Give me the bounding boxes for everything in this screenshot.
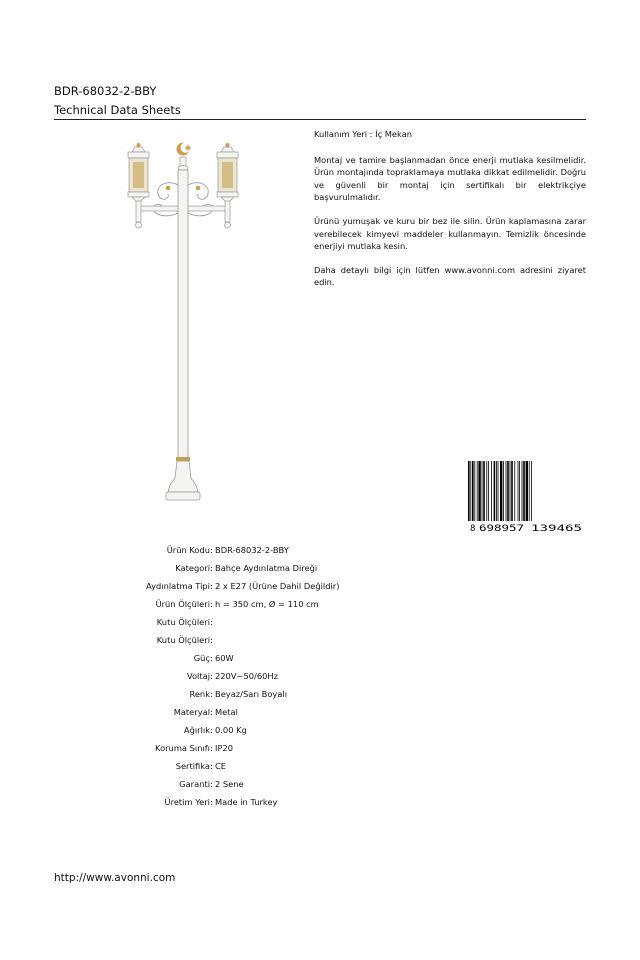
info-note: Daha detaylı bilgi için lütfen www.avonni.com adresini ziyaret edin. — [314, 264, 586, 288]
barcode-bar — [507, 461, 509, 521]
usage-location: Kullanım Yeri : İç Mekan — [314, 129, 413, 139]
spec-row: Kategori : Bahçe Aydınlatma Direği — [175, 563, 318, 573]
document-title: Technical Data Sheets — [54, 103, 181, 117]
barcode-digits-right: 139465 — [531, 524, 582, 533]
spec-label: Kutu Ölçüleri — [156, 635, 210, 645]
right-lantern — [217, 143, 238, 201]
spec-row: Garanti : 2 Sene — [179, 779, 244, 789]
spec-row: Koruma Sınıfı : IP20 — [155, 743, 234, 753]
spec-label: Kutu Ölçüleri — [156, 617, 210, 627]
spec-value: 60W — [215, 653, 234, 663]
barcode-bar — [472, 461, 474, 521]
barcode-bar — [494, 461, 496, 521]
barcode — [466, 461, 586, 533]
barcode-bar — [483, 461, 485, 521]
spec-label: Ağırlık — [183, 725, 210, 735]
spec-value: 0.00 Kg — [215, 725, 247, 735]
spec-value: 2 x E27 (Ürüne Dahil Değildir) — [215, 581, 340, 591]
barcode-bar — [529, 461, 530, 521]
spec-label: Garanti — [179, 779, 210, 789]
usage-notes — [314, 128, 586, 300]
barcode-bar — [511, 461, 513, 521]
barcode-bar — [468, 461, 470, 521]
spec-label: Materyal — [173, 707, 210, 717]
barcode-bar — [491, 461, 492, 521]
barcode-bar — [526, 461, 528, 521]
spec-label: Ürün Kodu — [166, 545, 210, 555]
barcode-bar — [482, 461, 483, 521]
left-lantern — [128, 143, 149, 201]
barcode-bar — [474, 461, 475, 521]
spec-label: Renk — [189, 689, 210, 699]
spec-value: BDR-68032-2-BBY — [215, 545, 289, 555]
spec-row: Materyal : Metal — [173, 707, 238, 717]
barcode-bar — [514, 461, 515, 521]
spec-value: Bahçe Aydınlatma Direği — [215, 563, 318, 573]
spec-value: CE — [215, 761, 227, 771]
barcode-bar — [506, 461, 507, 521]
spec-row: Ürün Ölçüleri : h = 350 cm, Ø = 110 cm — [155, 599, 319, 609]
spec-label: Üretim Yeri — [164, 797, 210, 807]
barcode-bar — [496, 461, 497, 521]
barcode-bar — [519, 461, 520, 521]
spec-label: Aydınlatma Tipi — [146, 581, 210, 591]
barcode-digit-first: 8 — [470, 524, 476, 533]
spec-value: IP20 — [215, 743, 234, 753]
spec-row: Ağırlık : 0.00 Kg — [183, 725, 247, 735]
spec-row: Ürün Kodu : BDR-68032-2-BBY — [166, 545, 289, 555]
barcode-bars — [468, 461, 532, 521]
spec-label: Sertifika — [175, 761, 210, 771]
product-code-heading: BDR-68032-2-BBY — [54, 84, 157, 98]
barcode-bar — [510, 461, 511, 521]
barcode-bar — [470, 461, 471, 521]
spec-label: Voltaj — [186, 671, 210, 681]
spec-value: 220V~50/60Hz — [215, 671, 278, 681]
barcode-bar — [488, 461, 489, 521]
spec-value: Made in Turkey — [215, 797, 278, 807]
spec-label: Güç — [193, 653, 210, 663]
website-link[interactable]: http://www.avonni.com — [54, 872, 176, 884]
spec-value: Metal — [215, 707, 238, 717]
barcode-bar — [477, 461, 478, 521]
barcode-bar — [531, 461, 532, 521]
safety-note: Montaj ve tamire başlanmadan önce enerji mutlaka kesilmelidir. Ürün montajında topraklamaya mutlaka dikkat edilmelidir. Doğru ve güvenli bir montaj için sertifikalı bir elektrikçiye başvurulmalıdır. — [314, 154, 586, 203]
spec-row: Aydınlatma Tipi : 2 x E27 (Ürüne Dahil Değildir) — [146, 581, 340, 591]
spec-row: Voltaj : 220V~50/60Hz — [186, 671, 278, 681]
spec-row: Kutu Ölçüleri : — [156, 635, 213, 645]
barcode-bar — [518, 461, 519, 521]
spec-label: Kategori — [175, 563, 210, 573]
spec-row: Üretim Yeri : Made in Turkey — [164, 797, 278, 807]
spec-value: h = 350 cm, Ø = 110 cm — [215, 599, 319, 609]
barcode-bar — [500, 461, 502, 521]
barcode-bar — [523, 461, 525, 521]
barcode-bar — [522, 461, 523, 521]
spec-row: Sertifika : CE — [175, 761, 227, 771]
barcode-bar — [503, 461, 504, 521]
cleaning-note: Ürünü yumuşak ve kuru bir bez ile silin. Ürün kaplamasına zarar verebilecek kimyevi maddeler kullanmayın. Temizlik öncesinde enerjiyi mutlaka kesin. — [314, 215, 586, 252]
spec-row: Renk : Beyaz/Sarı Boyalı — [189, 689, 288, 699]
barcode-bar — [478, 461, 480, 521]
barcode-digits-left: 698957 — [479, 524, 524, 533]
spec-row: Kutu Ölçüleri : — [156, 617, 213, 627]
spec-label: Ürün Ölçüleri — [155, 599, 210, 609]
crescent-star-finial — [177, 142, 192, 155]
product-image — [118, 140, 248, 510]
spec-value: 2 Sene — [215, 779, 244, 789]
spec-row: Güç : 60W — [193, 653, 234, 663]
spec-value: Beyaz/Sarı Boyalı — [215, 689, 288, 699]
header-divider — [54, 119, 586, 120]
spec-label: Koruma Sınıfı — [155, 743, 210, 753]
barcode-bar — [486, 461, 487, 521]
barcode-bar — [498, 461, 499, 521]
